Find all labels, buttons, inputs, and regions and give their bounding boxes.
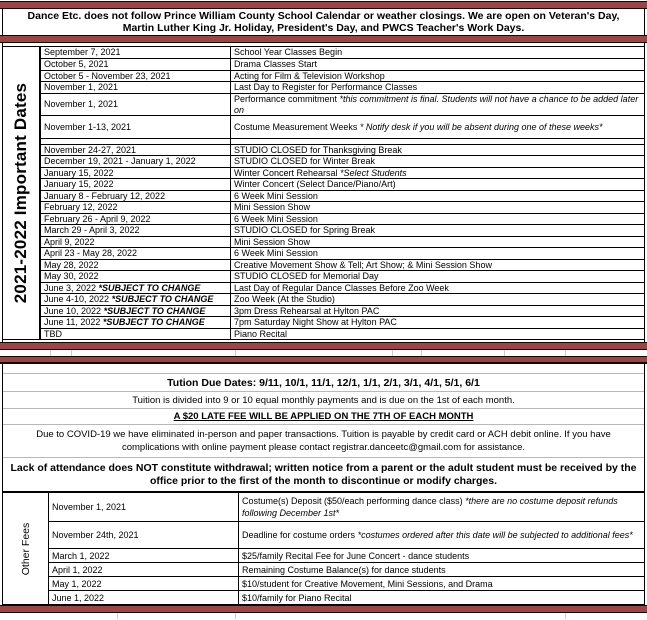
event-date-cell: [41, 237, 231, 248]
grid-tick: [235, 350, 236, 356]
event-date-cell: [49, 493, 239, 521]
event-date: December 19, 2021 - January 1, 2022: [44, 156, 196, 167]
event-desc-cell: [239, 591, 644, 604]
event-date-cell-text: [52, 592, 104, 605]
table-row: [41, 282, 644, 294]
tuition-division-note: Tuition is divided into 9 or 10 equal monthly payments and is due on the 1st of each month.: [3, 392, 644, 409]
event-date-cell: [49, 522, 239, 549]
event-date-note: *SUBJECT TO CHANGE: [98, 282, 201, 293]
table-row: [49, 548, 644, 562]
event-date: November 24th, 2021: [52, 529, 139, 540]
event-date: February 12, 2022: [44, 202, 118, 213]
event-date-cell: [41, 283, 231, 294]
event-desc-cell-text: [234, 237, 310, 248]
table-row: [41, 70, 644, 82]
event-date: June 1, 2022: [52, 592, 105, 603]
grid-tick: [71, 350, 72, 356]
event-date-cell: [49, 549, 239, 562]
event-desc: Acting for Film & Television Workshop: [234, 70, 385, 81]
covid-payment-notice: Due to COVID-19 we have eliminated in-person and paper transactions. Tuition is payable by credit card or ACH debit online. If you have complications with online payment please contact registrar.danceetc@gmail.com for assistance.: [3, 425, 644, 458]
event-date-cell-text: [52, 578, 102, 591]
event-desc: Mini Session Show: [234, 236, 311, 247]
event-date: November 1, 2021: [44, 82, 119, 93]
event-date-note: *SUBJECT TO CHANGE: [102, 317, 205, 328]
event-date-cell: [41, 214, 231, 225]
table-row: [41, 293, 644, 305]
event-date-cell-text: [44, 59, 109, 70]
other-fees-table: [3, 491, 644, 605]
table-row: [41, 305, 644, 317]
event-desc-cell-text: [234, 202, 310, 213]
event-date: TBD: [44, 328, 62, 339]
event-date-cell-text: [52, 564, 103, 577]
event-desc-note: * Notify desk if you will be absent during one of these weeks*: [359, 121, 603, 132]
event-desc: Zoo Week (At the Studio): [234, 294, 335, 305]
event-date: January 15, 2022: [44, 167, 114, 178]
event-desc-cell-text: [242, 564, 446, 577]
table-row: [41, 167, 644, 179]
table-row: [49, 576, 644, 590]
event-date-cell-text: [44, 225, 140, 236]
event-desc-cell: [231, 329, 644, 340]
event-desc-cell: [231, 294, 644, 305]
event-desc-cell: [239, 563, 644, 576]
event-desc-cell: [231, 248, 644, 259]
event-date: October 5 - November 23, 2021: [44, 70, 171, 81]
event-desc-cell-text: [234, 283, 449, 294]
important-dates-rows: [41, 47, 644, 339]
tuition-late-fee-notice: A $20 LATE FEE WILL BE APPLIED ON THE 7TH OF EACH MONTH: [3, 409, 644, 426]
event-date-cell: [41, 145, 231, 156]
event-desc: Piano Recital: [234, 328, 288, 339]
other-fees-side-label-cell: [3, 493, 49, 604]
event-date-cell-text: [44, 329, 62, 340]
grid-tick: [421, 350, 422, 356]
event-date-cell: [41, 294, 231, 305]
event-date-cell-text: [44, 283, 200, 294]
event-date: May 28, 2022: [44, 259, 99, 270]
event-date: June 3, 2022: [44, 282, 99, 293]
event-date: April 9, 2022: [44, 236, 95, 247]
event-date-cell: [41, 306, 231, 317]
event-desc-cell: [239, 493, 644, 521]
event-date-cell-text: [44, 168, 114, 179]
event-desc: $10/family for Piano Recital: [242, 592, 352, 603]
table-row: [49, 562, 644, 576]
table-row: [41, 316, 644, 328]
event-date: June 11, 2022: [44, 317, 103, 328]
table-row: [41, 155, 644, 167]
table-row: [41, 178, 644, 190]
event-date-cell-text: [44, 202, 118, 213]
event-desc-cell-text: [234, 214, 318, 225]
grid-tick: [50, 350, 51, 356]
event-date: November 1, 2021: [52, 501, 127, 512]
top-divider-bar: [0, 1, 647, 9]
event-date: March 29 - April 3, 2022: [44, 225, 140, 236]
event-desc-cell-text: [234, 47, 342, 58]
important-dates-section-label: 2021-2022 Important Dates: [11, 82, 30, 304]
table-row: [41, 328, 644, 340]
table-row: [41, 270, 644, 282]
mid-tick-strip: [0, 350, 647, 356]
event-desc-note: *Select Students: [340, 167, 407, 178]
event-desc: 7pm Saturday Night Show at Hylton PAC: [234, 317, 397, 328]
event-desc-cell: [231, 260, 644, 271]
bottom-tick-strip: [0, 613, 647, 619]
event-desc: Winter Concert Rehearsal: [234, 167, 341, 178]
event-date-cell: [41, 271, 231, 282]
event-desc: Creative Movement Show & Tell; Art Show; & Mini Session Show: [234, 259, 492, 270]
event-desc-cell-text: [234, 122, 603, 133]
table-row: [41, 81, 644, 93]
event-desc: $25/family Recital Fee for June Concert - dance students: [242, 550, 470, 561]
event-date-cell-text: [44, 99, 118, 110]
table-row: [41, 190, 644, 202]
event-date-cell: [41, 116, 231, 138]
event-desc-cell: [231, 306, 644, 317]
grid-tick: [235, 613, 236, 619]
event-desc-cell: [231, 71, 644, 82]
event-desc-cell: [231, 59, 644, 70]
event-desc-cell-text: [234, 248, 318, 259]
table-row: [41, 115, 644, 138]
event-date-cell-text: [44, 306, 205, 317]
event-desc: Costume Measurement Weeks: [234, 121, 360, 132]
event-date-cell-text: [52, 550, 110, 563]
event-desc-cell: [231, 156, 644, 167]
event-desc: 3pm Dress Rehearsal at Hylton PAC: [234, 305, 380, 316]
grid-tick: [392, 350, 393, 356]
event-desc: Performance commitment: [234, 94, 340, 105]
grid-tick: [565, 350, 566, 356]
event-date-cell: [41, 94, 231, 116]
event-desc: STUDIO CLOSED for Thanksgiving Break: [234, 144, 402, 155]
table-row: [41, 93, 644, 116]
event-date-note: *SUBJECT TO CHANGE: [103, 305, 206, 316]
spacer: [3, 364, 644, 374]
event-desc-cell-text: [234, 179, 396, 190]
event-desc-cell: [231, 214, 644, 225]
event-date-cell: [49, 591, 239, 604]
table-row: [41, 201, 644, 213]
important-dates-section: [2, 43, 645, 342]
other-fees-rows: [49, 493, 644, 604]
event-desc: Last Day to Register for Performance Classes: [234, 82, 418, 93]
event-desc-cell-text: [234, 71, 385, 82]
grid-tick: [504, 350, 505, 356]
event-desc-cell: [231, 237, 644, 248]
event-date: June 10, 2022: [44, 305, 104, 316]
event-date: November 1, 2021: [44, 99, 119, 110]
bottom-divider-bar: [0, 605, 647, 613]
event-date-cell: [41, 59, 231, 70]
event-desc-cell: [231, 179, 644, 190]
event-date-cell: [41, 168, 231, 179]
event-desc-note: *there are no costume deposit refunds following December 1st*: [242, 495, 618, 519]
event-date-cell-text: [44, 237, 95, 248]
event-desc-cell: [231, 116, 644, 138]
event-desc-cell-text: [242, 592, 352, 605]
event-date: May 30, 2022: [44, 271, 99, 282]
event-desc-cell: [231, 168, 644, 179]
event-desc-cell: [231, 47, 644, 58]
event-desc-cell: [239, 577, 644, 590]
event-desc-cell: [231, 191, 644, 202]
event-desc: Remaining Costume Balance(s) for dance students: [242, 564, 446, 575]
event-desc-cell: [231, 225, 644, 236]
event-date-cell-text: [44, 260, 99, 271]
event-desc-cell: [231, 82, 644, 93]
table-row: [49, 493, 644, 521]
event-date: April 23 - May 28, 2022: [44, 248, 138, 259]
event-desc-note: *costumes ordered after this date will be subjected to additional fees*: [357, 529, 633, 540]
table-row: [41, 47, 644, 58]
table-row: [41, 236, 644, 248]
event-desc-cell-text: [242, 529, 633, 542]
event-desc: STUDIO CLOSED for Memorial Day: [234, 271, 379, 282]
event-date-cell: [41, 71, 231, 82]
mid-divider-bar-bottom: [0, 356, 647, 364]
important-dates-table: [3, 46, 644, 340]
event-desc-cell: [231, 202, 644, 213]
policy-banner: Dance Etc. does not follow Prince William County School Calendar or weather closings. We are open on Veteran's Day, Martin Luther King Jr. Holiday, President's Day, and PWCS Teacher's Work Days.: [2, 9, 645, 35]
event-date-cell: [41, 248, 231, 259]
event-desc-cell-text: [234, 260, 492, 271]
event-date-cell: [49, 563, 239, 576]
mid-divider-bar-top: [0, 342, 647, 350]
event-desc-cell-text: [234, 271, 379, 282]
event-desc: Deadline for costume orders: [242, 529, 358, 540]
event-date: October 5, 2021: [44, 59, 109, 70]
event-date: November 1-13, 2021: [44, 121, 132, 132]
event-date: February 26 - April 9, 2022: [44, 213, 151, 224]
event-desc: 6 Week Mini Session: [234, 213, 318, 224]
event-desc: STUDIO CLOSED for Winter Break: [234, 156, 376, 167]
event-desc-cell-text: [234, 306, 379, 317]
event-date-cell: [41, 202, 231, 213]
event-date-cell-text: [52, 529, 139, 542]
event-desc-cell: [231, 283, 644, 294]
event-date-note: *SUBJECT TO CHANGE: [111, 294, 214, 305]
event-date-cell-text: [44, 214, 151, 225]
event-desc-cell: [231, 94, 644, 116]
event-date-cell-text: [44, 179, 114, 190]
event-date-cell: [41, 179, 231, 190]
event-desc-cell-text: [234, 191, 318, 202]
grid-tick: [565, 613, 566, 619]
event-desc-cell-text: [234, 294, 335, 305]
table-row: [41, 247, 644, 259]
event-desc: STUDIO CLOSED for Spring Break: [234, 225, 376, 236]
important-dates-side-label-cell: [3, 47, 41, 339]
event-desc: $10/student for Creative Movement, Mini Sessions, and Drama: [242, 578, 493, 589]
table-row: [41, 259, 644, 271]
event-date-cell: [49, 577, 239, 590]
event-desc-cell-text: [234, 329, 287, 340]
event-date: March 1, 2022: [52, 550, 110, 561]
event-desc-cell-text: [234, 225, 375, 236]
event-date: April 1, 2022: [52, 564, 103, 575]
other-fees-section-label: Other Fees: [19, 522, 32, 576]
event-date: January 15, 2022: [44, 179, 114, 190]
event-desc-cell-text: [234, 168, 407, 179]
event-date-cell-text: [52, 501, 126, 514]
banner-bottom-divider-bar: [0, 35, 647, 43]
event-date-cell-text: [44, 317, 205, 328]
event-desc-cell-text: [242, 550, 469, 563]
grid-tick: [117, 613, 118, 619]
table-row: [41, 144, 644, 156]
event-desc-cell: [239, 549, 644, 562]
event-date: May 1, 2022: [52, 578, 102, 589]
event-date-cell-text: [44, 47, 121, 58]
event-desc-cell-text: [234, 94, 641, 115]
event-date-cell: [41, 329, 231, 340]
event-desc-cell: [231, 271, 644, 282]
event-date-cell-text: [44, 82, 118, 93]
event-date: June 4-10, 2022: [44, 294, 112, 305]
table-row: [49, 521, 644, 549]
event-desc-cell-text: [242, 495, 641, 520]
event-date-cell: [41, 191, 231, 202]
event-desc-cell-text: [234, 317, 397, 328]
event-desc: 6 Week Mini Session: [234, 248, 318, 259]
tuition-section: [2, 364, 645, 605]
event-date-cell: [41, 47, 231, 58]
event-desc: Last Day of Regular Dance Classes Before Zoo Week: [234, 282, 449, 293]
event-date-cell-text: [44, 271, 99, 282]
event-desc: School Year Classes Begin: [234, 47, 343, 58]
event-desc: Winter Concert (Select Dance/Piano/Art): [234, 179, 396, 190]
event-desc-cell: [239, 522, 644, 549]
event-desc-cell-text: [234, 156, 375, 167]
event-desc-cell: [231, 145, 644, 156]
event-date-cell-text: [44, 71, 171, 82]
event-date-cell-text: [44, 191, 165, 202]
table-row: [49, 590, 644, 604]
event-desc-cell-text: [234, 59, 317, 70]
event-date-cell: [41, 317, 231, 328]
event-date-cell: [41, 156, 231, 167]
event-desc: Drama Classes Start: [234, 59, 318, 70]
table-row: [41, 213, 644, 225]
event-date: November 24-27, 2021: [44, 144, 137, 155]
event-desc-cell: [231, 317, 644, 328]
event-date-cell-text: [44, 156, 196, 167]
event-date-cell: [41, 260, 231, 271]
event-date-cell-text: [44, 294, 213, 305]
event-desc-cell-text: [242, 578, 493, 591]
event-date-cell-text: [44, 145, 136, 156]
event-date-cell-text: [44, 122, 131, 133]
tuition-due-dates: Tution Due Dates: 9/11, 10/1, 11/1, 12/1, 1/1, 2/1, 3/1, 4/1, 5/1, 6/1: [3, 374, 644, 392]
event-date: January 8 - February 12, 2022: [44, 190, 166, 201]
event-desc: 6 Week Mini Session: [234, 190, 318, 201]
table-row: [41, 58, 644, 70]
event-desc-cell-text: [234, 82, 417, 93]
table-row: [41, 224, 644, 236]
event-date-cell: [41, 82, 231, 93]
event-date-cell: [41, 225, 231, 236]
event-desc: Costume(s) Deposit ($50/each performing dance class): [242, 495, 466, 506]
event-date-cell-text: [44, 248, 137, 259]
event-desc-note: *this commitment is final. Students will not have a chance to be added later on: [234, 94, 639, 115]
event-date: September 7, 2021: [44, 47, 121, 58]
event-desc-cell-text: [234, 145, 402, 156]
event-desc: Mini Session Show: [234, 202, 311, 213]
attendance-withdrawal-notice: Lack of attendance does NOT constitute withdrawal; written notice from a parent or the adult student must be received by the office prior to the first of the month to discontinue or modify charges.: [10, 462, 637, 488]
